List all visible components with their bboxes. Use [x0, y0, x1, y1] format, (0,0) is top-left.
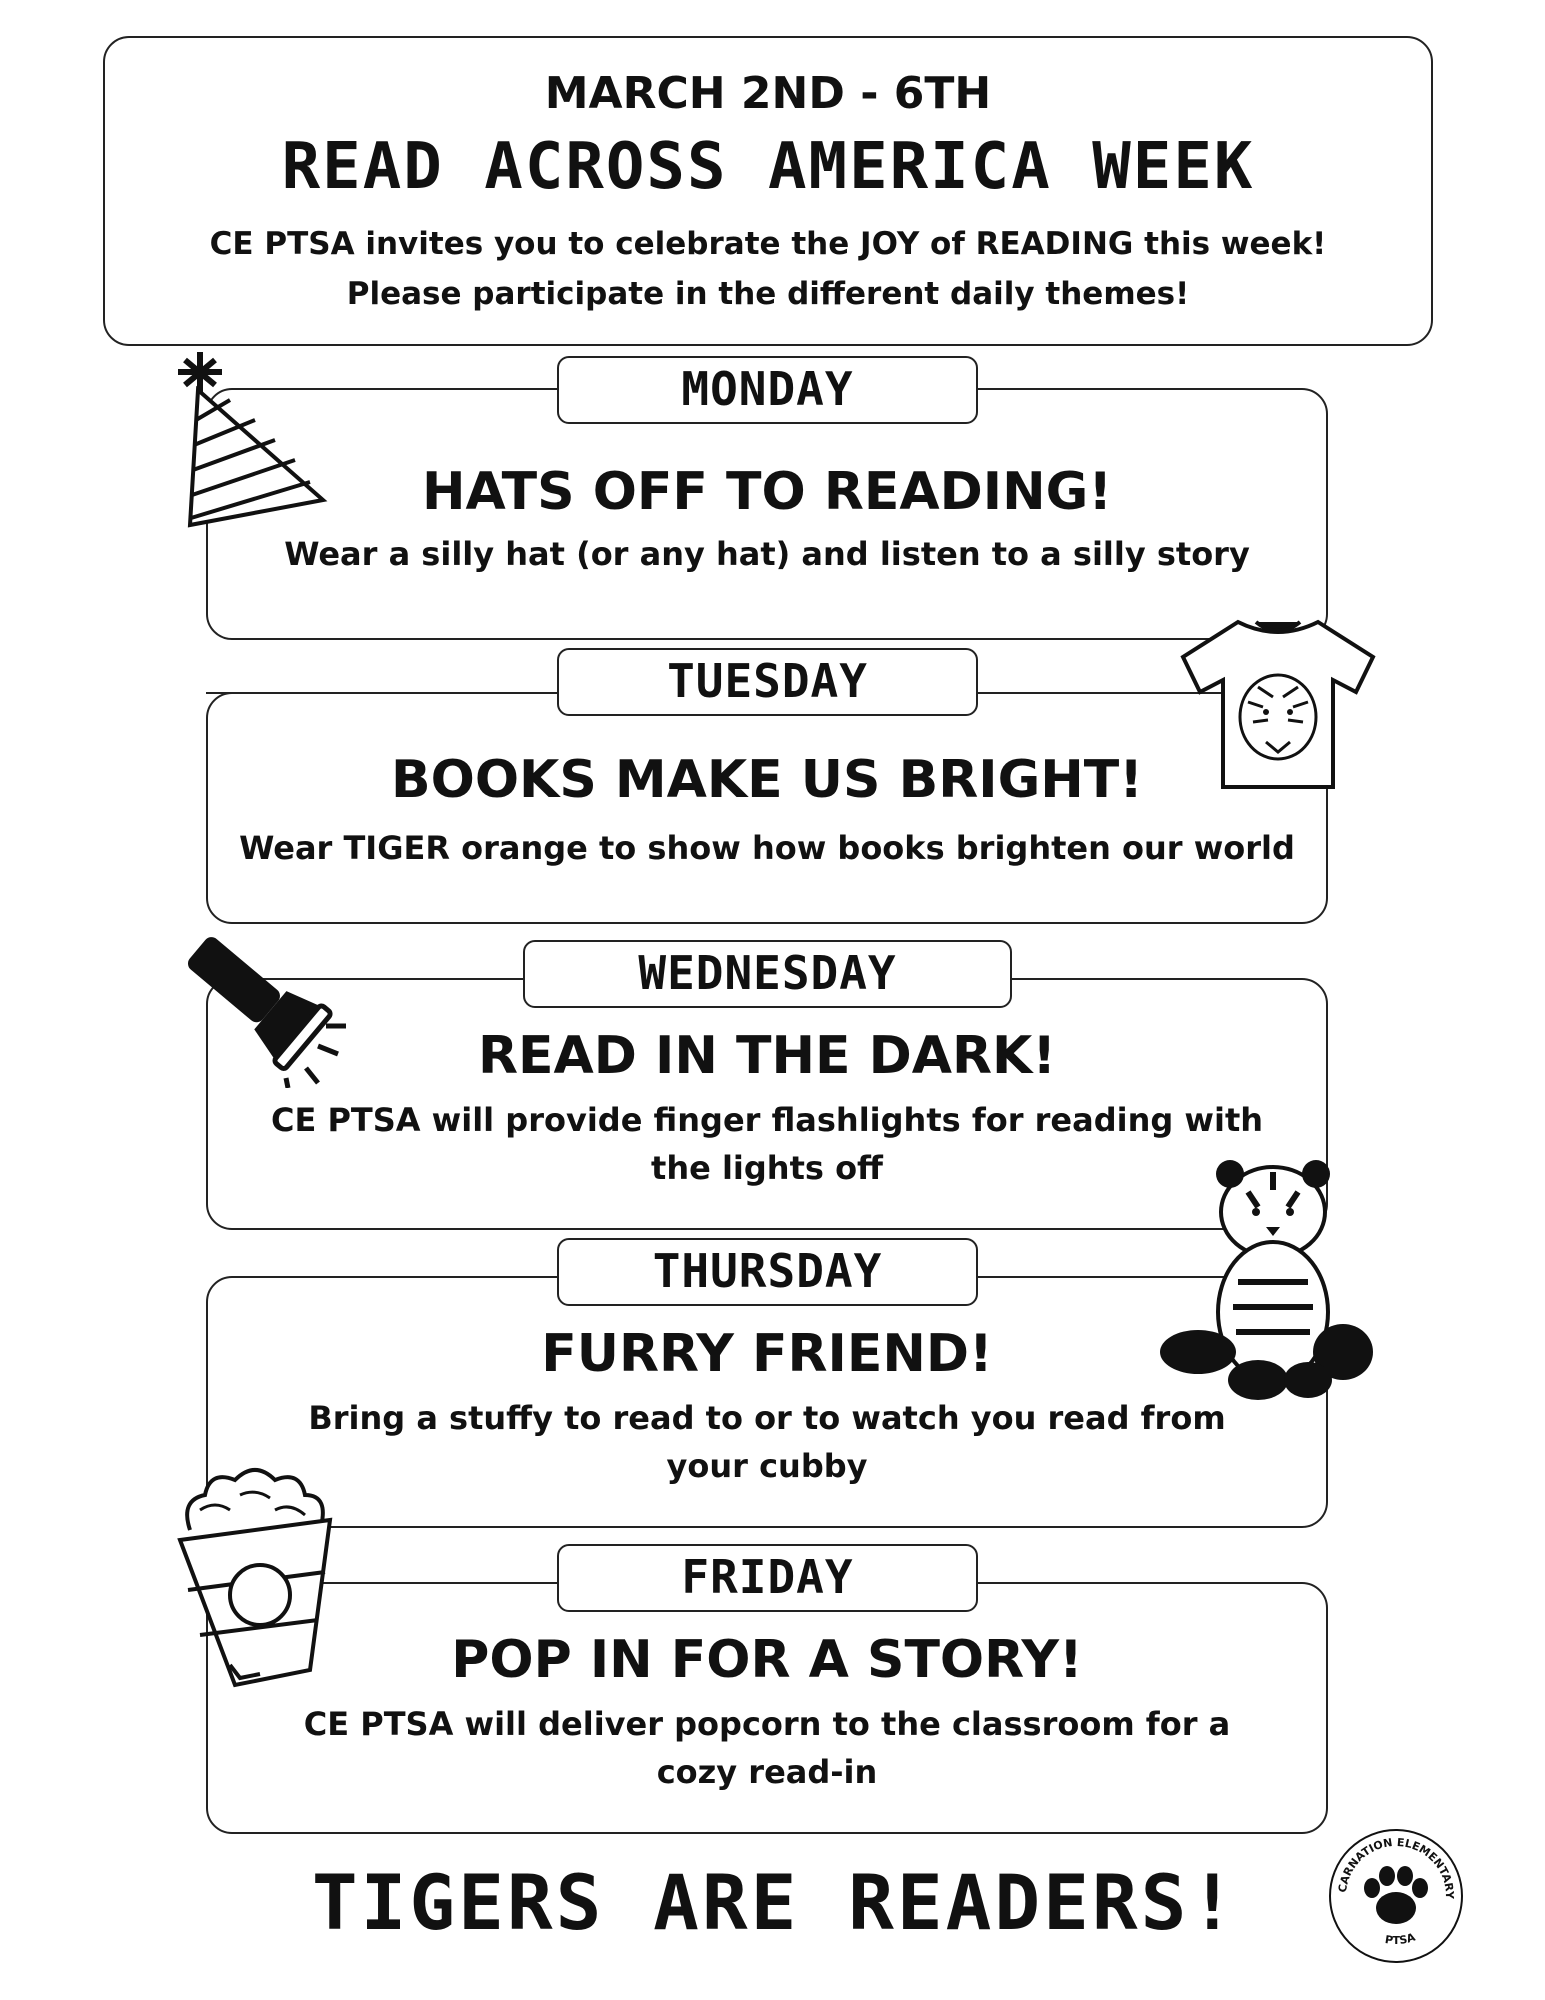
friday-description: CE PTSA will deliver popcorn to the classroom for a cozy read-in — [303, 1705, 1231, 1791]
event-dates: MARCH 2ND - 6TH — [544, 68, 992, 119]
tuesday-theme: BOOKS MAKE US BRIGHT! — [391, 750, 1143, 810]
friday-label: FRIDAY — [557, 1544, 978, 1612]
flashlight-icon — [168, 918, 348, 1088]
popcorn-icon — [160, 1460, 360, 1690]
wednesday-theme: READ IN THE DARK! — [477, 1026, 1057, 1086]
monday-description: Wear a silly hat (or any hat) and listen to a silly story — [284, 535, 1250, 573]
monday-theme: HATS OFF TO READING! — [421, 462, 1113, 522]
party-hat-icon — [160, 340, 340, 540]
wednesday-description: CE PTSA will provide finger flashlights for reading with the lights off — [270, 1101, 1264, 1187]
monday-card — [206, 388, 1328, 640]
intro-line-1: CE PTSA invites you to celebrate the JOY of READING this week! — [209, 226, 1327, 262]
logo-text-top: CARNATION ELEMENTARY — [1336, 1835, 1457, 1900]
ptsa-logo — [1326, 1826, 1466, 1966]
thursday-label: THURSDAY — [557, 1238, 978, 1306]
tuesday-connector-left — [206, 692, 558, 694]
tuesday-label: TUESDAY — [557, 648, 978, 716]
logo-text-bottom: PTSA — [1384, 1930, 1417, 1948]
stuffed-tiger-icon — [1158, 1152, 1378, 1402]
friday-theme: POP IN FOR A STORY! — [451, 1630, 1083, 1690]
tuesday-description: Wear TIGER orange to show how books brighten our world — [239, 829, 1295, 867]
header-box — [103, 36, 1433, 346]
thursday-theme: FURRY FRIEND! — [541, 1324, 993, 1384]
page-title: READ ACROSS AMERICA WEEK — [281, 130, 1255, 204]
intro-line-2: Please participate in the different daily themes! — [346, 276, 1190, 312]
thursday-description: Bring a stuffy to read to or to watch you read from your cubby — [308, 1399, 1226, 1485]
tuesday-card — [206, 692, 1328, 924]
monday-label: MONDAY — [557, 356, 978, 424]
wednesday-label: WEDNESDAY — [523, 940, 1012, 1008]
friday-card — [206, 1582, 1328, 1834]
tiger-tshirt-icon — [1178, 612, 1378, 792]
footer-slogan: TIGERS ARE READERS! — [311, 1858, 1239, 1947]
